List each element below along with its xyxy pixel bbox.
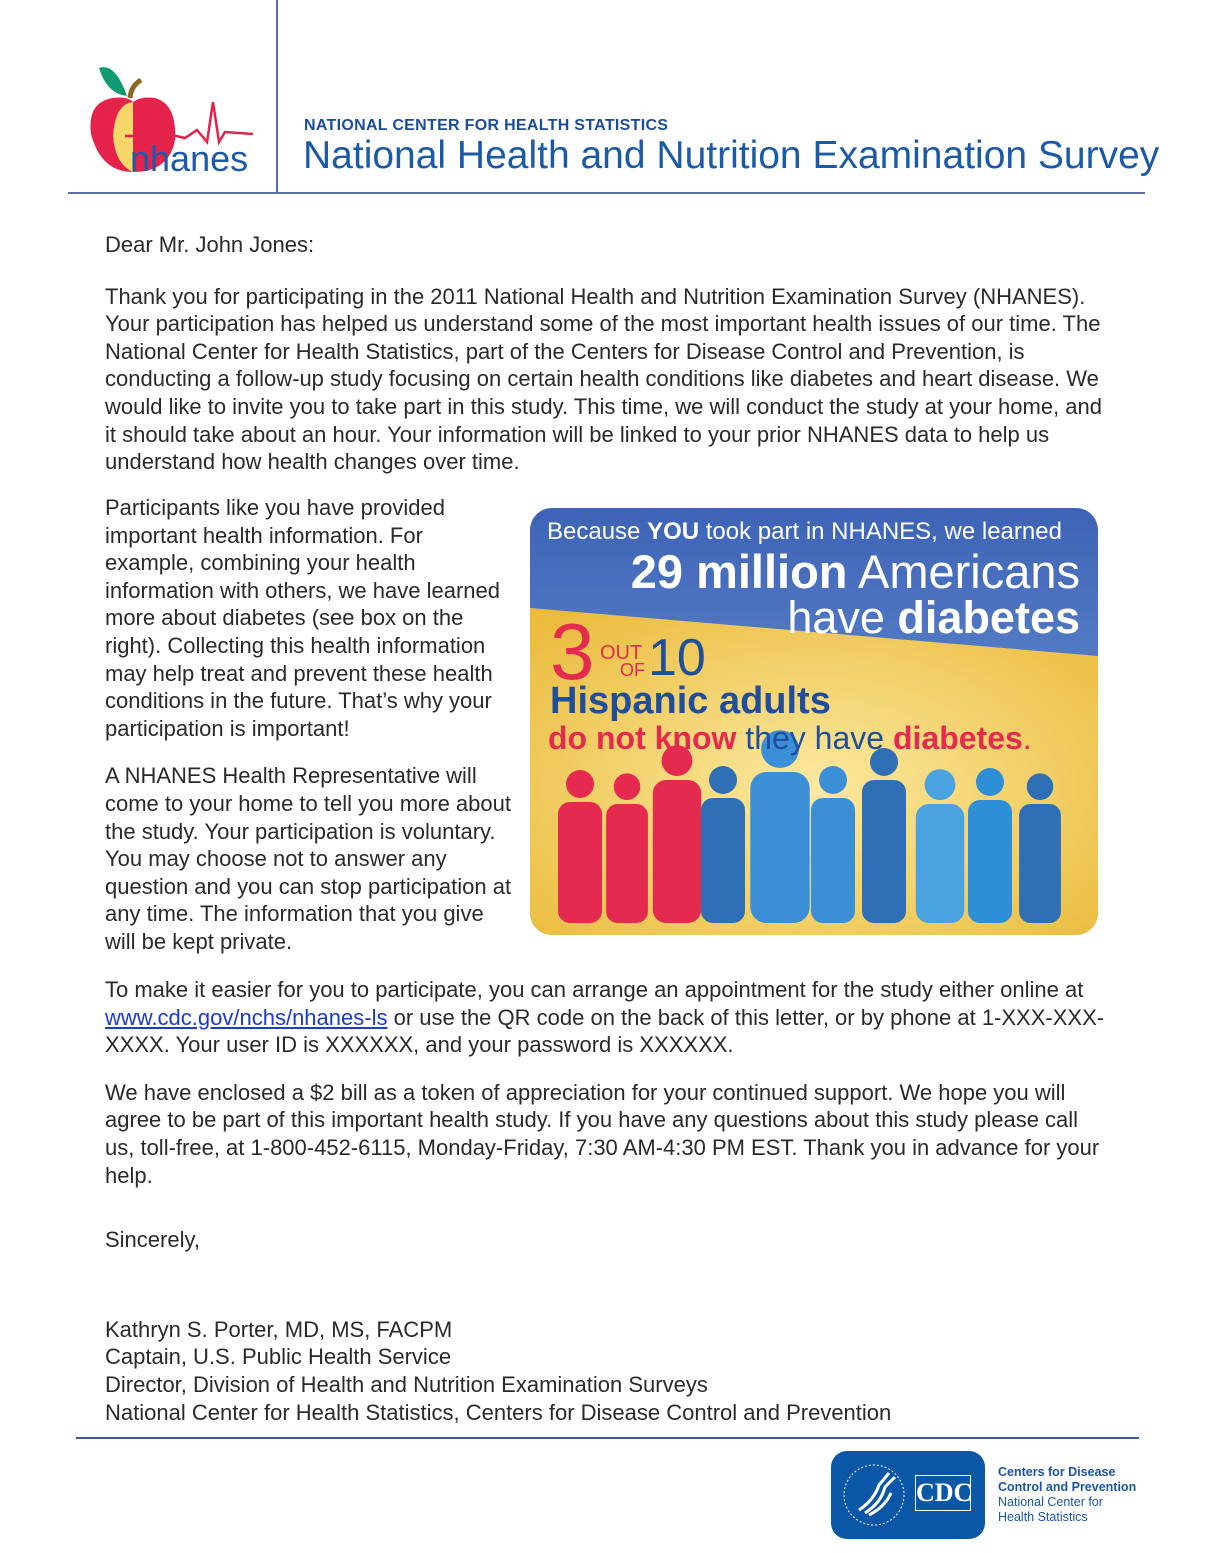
info-number-3: 3 xyxy=(550,607,595,696)
cdc-line-4: Health Statistics xyxy=(998,1510,1088,1524)
page-title: National Health and Nutrition Examination Survey xyxy=(303,134,1160,177)
info-line1-you: YOU xyxy=(647,518,700,545)
info-period: . xyxy=(1022,720,1032,756)
nhanes-ls-link[interactable]: www.cdc.gov/nchs/nhanes-ls xyxy=(105,1004,388,1030)
info-number-10: 10 xyxy=(648,629,706,687)
info-line1-c: took part in NHANES, we learned xyxy=(699,518,1062,545)
paragraph-representative: A NHANES Health Representative will come to your home to tell you more about the study. Your participation is voluntary. You may choose not to answer any question and you can stop participation at any time. The information that you give will be kept private. xyxy=(105,763,512,954)
signer-division: Director, Division of Health and Nutrition Examination Surveys xyxy=(105,1371,708,1397)
info-americans: Americans xyxy=(847,545,1080,598)
signer-agency: National Center for Health Statistics, Centers for Disease Control and Prevention xyxy=(105,1399,892,1425)
footer-rule xyxy=(76,1437,1139,1439)
closing: Sincerely, xyxy=(105,1227,200,1253)
header-rule xyxy=(68,192,1145,194)
paragraph-appointment xyxy=(105,976,1105,1059)
agency-name: NATIONAL CENTER FOR HEALTH STATISTICS xyxy=(304,117,669,134)
info-of: OF xyxy=(620,660,645,680)
info-do-not-know: do not know xyxy=(548,720,737,756)
info-diabetes-2: diabetes xyxy=(892,720,1023,756)
logo-text: nhanes xyxy=(130,138,249,179)
paragraph-participants: Participants like you have provided important health information. For example, combining your health information with others, we have learned more about diabetes (see box on the right). Collecting this health information may help treat and prevent these health conditions in the future. That’s why your participation is important! xyxy=(105,495,500,741)
signer-title: Captain, U.S. Public Health Service xyxy=(105,1344,452,1370)
info-29-million: 29 million xyxy=(630,545,848,598)
diabetes-infographic xyxy=(530,508,1098,935)
info-line1-a: Because xyxy=(547,518,648,545)
salutation: Dear Mr. John Jones: xyxy=(105,232,315,257)
paragraph-intro: Thank you for participating in the 2011 National Health and Nutrition Examination Survey (NHANES). Your participation has helped us understand some of the most important health issues of our time. The National Center for Health Statistics, part of the Centers for Disease Control and Prevention, is conducting a follow-up study focusing on certain health conditions like diabetes and heart disease. We would like to invite you to take part in this study. This time, we will conduct the study at your home, and it should take about an hour. Your information will be linked to your prior NHANES data to help us understand how health changes over time. xyxy=(105,283,1103,475)
info-out: OUT xyxy=(600,642,643,664)
paragraph-token: We have enclosed a $2 bill as a token of appreciation for your continued support. We hope you will agree to be part of this important health study. If you have any questions about this study please call us, toll-free, at 1-800-452-6115, Monday-Friday, 7:30 AM-4:30 PM EST. Thank you in advance for your help. xyxy=(105,1079,1100,1188)
info-have: have xyxy=(787,592,898,643)
cdc-line-2: Control and Prevention xyxy=(998,1480,1137,1494)
signer-name: Kathryn S. Porter, MD, MS, FACPM xyxy=(105,1316,453,1342)
signature-block xyxy=(105,1316,1105,1426)
info-diabetes: diabetes xyxy=(897,592,1080,643)
nhanes-logo xyxy=(85,60,265,180)
cdc-wordmark: CDC xyxy=(915,1475,971,1511)
cdc-text xyxy=(998,1465,1136,1525)
info-hispanic-adults: Hispanic adults xyxy=(550,680,831,722)
info-they-have: they have xyxy=(736,720,893,756)
appointment-text: To make it easier for you to participate, you can arrange an appointment for the study either online at xyxy=(105,977,1084,1002)
cdc-logo xyxy=(831,1451,985,1539)
cdc-line-1: Centers for Disease xyxy=(998,1465,1116,1479)
appointment-text-2: or use the QR code on the back of this letter, or by phone at 1-XXX-XXX-XXXX. Your user ID is XXXXXX, and your password is XXXXXX. xyxy=(105,1004,1105,1058)
header-divider xyxy=(276,0,278,193)
hhs-eagle-icon xyxy=(839,1455,909,1535)
cdc-line-3: National Center for xyxy=(998,1495,1103,1509)
